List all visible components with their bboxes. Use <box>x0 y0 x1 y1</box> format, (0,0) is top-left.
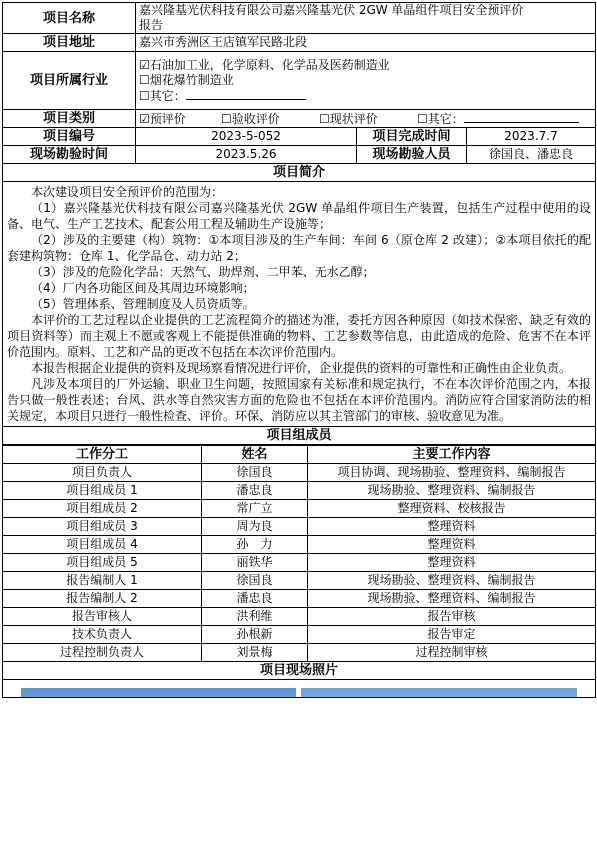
member-work: 整理资料 <box>308 518 596 536</box>
project-category-options <box>136 110 596 128</box>
industry-option-petrochemical: ☑石油加工业，化学原料、化学品及医药制造业 <box>139 57 390 72</box>
project-name-line2: 报告 <box>139 18 164 32</box>
members-section-title: 项目组成员 <box>3 427 596 445</box>
member-name: 孙 力 <box>202 536 308 554</box>
industry-option-other: ☐其它： <box>139 88 592 104</box>
member-role: 技术负责人 <box>3 626 202 644</box>
table-row <box>3 590 596 608</box>
member-name: 潘忠良 <box>202 482 308 500</box>
member-work: 现场勘验、整理资料、编制报告 <box>308 590 596 608</box>
members-header-role: 工作分工 <box>3 446 202 464</box>
category-option-status: ☐现状评价 <box>319 111 378 126</box>
category-option-pre: ☑预评价 <box>139 111 186 126</box>
industry-option-fireworks: ☐烟花爆竹制造业 <box>139 72 234 87</box>
intro-paragraph: 本次建设项目安全预评价的范围为： <box>31 185 224 199</box>
project-number-label: 项目编号 <box>3 128 136 146</box>
project-industry-label: 项目所属行业 <box>3 52 136 110</box>
member-role: 项目组成员 3 <box>3 518 202 536</box>
intro-section-title: 项目简介 <box>3 164 596 182</box>
member-role: 过程控制负责人 <box>3 644 202 662</box>
member-work: 现场勘验、整理资料、编制报告 <box>308 482 596 500</box>
member-work: 报告审核 <box>308 608 596 626</box>
survey-time-value: 2023.5.26 <box>136 146 357 164</box>
member-role: 项目组成员 1 <box>3 482 202 500</box>
member-name: 丽铁华 <box>202 554 308 572</box>
table-row <box>3 518 596 536</box>
member-role: 报告审核人 <box>3 608 202 626</box>
members-table <box>2 445 596 698</box>
project-industry-options <box>136 52 596 110</box>
industry-other-blank <box>186 88 306 100</box>
member-role: 项目负责人 <box>3 464 202 482</box>
member-work: 整理资料 <box>308 536 596 554</box>
project-info-table <box>2 2 596 445</box>
category-option-other: ☐其它： <box>417 111 464 126</box>
site-photo-left <box>21 688 296 698</box>
member-work: 过程控制审核 <box>308 644 596 662</box>
member-work: 现场勘验、整理资料、编制报告 <box>308 572 596 590</box>
project-number-value: 2023-5-052 <box>136 128 357 146</box>
member-name: 徐国良 <box>202 464 308 482</box>
intro-paragraph: 凡涉及本项目的厂外运输、职业卫生问题，按照国家有关标准和规定执行，不在本次评价范围之内，本报告只做一般性表述；台风、洪水等自然灾害方面的危险也不包括在本评价范围内。消防应符合国家消防法的相关规定，本项目只进行一般性检查、评价。环保、消防应以其主管部门的审核、验收意见为准。 <box>7 377 591 423</box>
member-name: 常广立 <box>202 500 308 518</box>
category-option-acceptance: ☐验收评价 <box>221 111 280 126</box>
project-info-sheet <box>2 2 595 698</box>
member-name: 孙根新 <box>202 626 308 644</box>
table-row <box>3 608 596 626</box>
members-header-work: 主要工作内容 <box>308 446 596 464</box>
project-name-label: 项目名称 <box>3 3 136 34</box>
intro-paragraph: （2）涉及的主要建（构）筑物：①本项目涉及的生产车间：车间 6（原仓库 2 改建）；②本项目依托的配套建构筑物：仓库 1、化学品仓、动力站 2； <box>7 233 591 263</box>
member-work: 整理资料 <box>308 554 596 572</box>
photos-section-title: 项目现场照片 <box>3 662 596 680</box>
member-role: 项目组成员 2 <box>3 500 202 518</box>
table-row <box>3 464 596 482</box>
survey-staff-value: 徐国良、潘忠良 <box>467 146 596 164</box>
survey-time-label: 现场勘验时间 <box>3 146 136 164</box>
project-finish-label: 项目完成时间 <box>357 128 467 146</box>
intro-paragraph: （3）涉及的危险化学品：天然气、助焊剂、二甲苯、无水乙醇； <box>31 265 375 279</box>
project-name-line1: 嘉兴隆基光伏科技有限公司嘉兴隆基光伏 2GW 单晶组件项目安全预评价 <box>139 3 524 17</box>
intro-paragraph: （4）厂内各功能区间及其周边环境影响； <box>31 281 255 295</box>
site-photo-right-drawing <box>301 688 577 698</box>
site-photos-area <box>3 680 596 698</box>
survey-staff-label: 现场勘验人员 <box>357 146 467 164</box>
members-header-name: 姓名 <box>202 446 308 464</box>
project-address-value: 嘉兴市秀洲区王店镇军民路北段 <box>136 34 596 52</box>
site-photo-right <box>301 688 577 698</box>
member-role: 项目组成员 5 <box>3 554 202 572</box>
member-work: 报告审定 <box>308 626 596 644</box>
intro-content <box>3 182 596 427</box>
site-photo-left-drawing <box>21 688 296 698</box>
project-address-label: 项目地址 <box>3 34 136 52</box>
intro-paragraph: 本评价的工艺过程以企业提供的工艺流程简介的描述为准，委托方因各种原因（如技术保密、缺乏有效的项目资料等）而主观上不愿或客观上不能提供准确的物料、工艺参数等信息，由此造成的危险、危害不在本评价范围内。原料、工艺和产品的更改不包括在本次评价范围内。 <box>7 313 591 359</box>
project-name-value <box>136 3 596 34</box>
project-finish-value: 2023.7.7 <box>467 128 596 146</box>
member-name: 徐国良 <box>202 572 308 590</box>
member-role: 报告编制人 1 <box>3 572 202 590</box>
member-name: 洪利维 <box>202 608 308 626</box>
member-role: 报告编制人 2 <box>3 590 202 608</box>
table-row <box>3 536 596 554</box>
table-row <box>3 554 596 572</box>
intro-paragraph: 本报告根据企业提供的资料及现场察看情况进行评价，企业提供的资料的可靠性和正确性由企业负责。 <box>31 361 572 375</box>
table-row <box>3 644 596 662</box>
intro-paragraph: （5）管理体系、管理制度及人员资质等。 <box>31 297 255 311</box>
member-work: 整理资料、校核报告 <box>308 500 596 518</box>
category-other-blank <box>464 111 579 123</box>
member-role: 项目组成员 4 <box>3 536 202 554</box>
table-row <box>3 482 596 500</box>
member-name: 周为良 <box>202 518 308 536</box>
member-work: 项目协调、现场勘验、整理资料、编制报告 <box>308 464 596 482</box>
member-name: 潘忠良 <box>202 590 308 608</box>
member-name: 刘景梅 <box>202 644 308 662</box>
project-category-label: 项目类别 <box>3 110 136 128</box>
table-row <box>3 500 596 518</box>
table-row <box>3 626 596 644</box>
table-row <box>3 572 596 590</box>
intro-paragraph: （1）嘉兴隆基光伏科技有限公司嘉兴隆基光伏 2GW 单晶组件项目生产装置，包括生产过程中使用的设备、电气、生产工艺技术、配套公用工程及辅助生产设施等； <box>7 201 591 231</box>
